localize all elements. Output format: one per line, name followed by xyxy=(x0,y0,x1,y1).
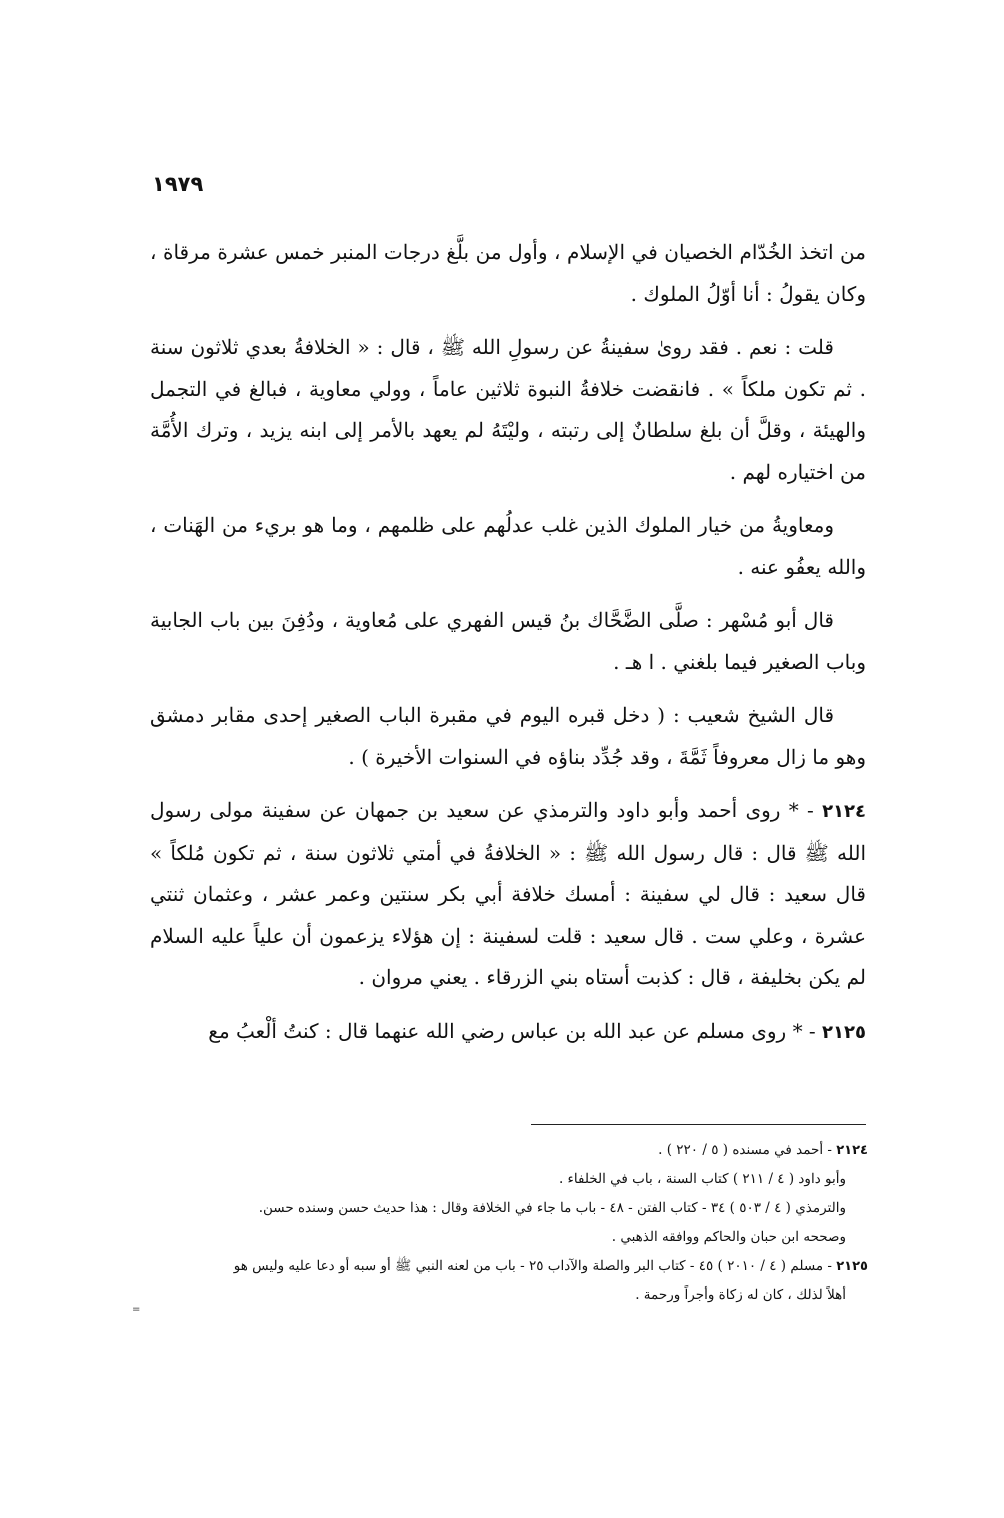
hadith-number: ٢١٢٤ xyxy=(822,801,867,822)
paragraph: قال الشيخ شعيب : ( دخل قبره اليوم في مقبرة الباب الصغير إحدى مقابر دمشق وهو ما زال معروفاً ثَمَّةَ ، وقد جُدِّد بناؤه في السنوات الأخيرة ) . xyxy=(150,703,866,769)
hadith-paragraph xyxy=(150,1011,866,1054)
footnote-number: ٢١٢٤ xyxy=(836,1143,868,1158)
paragraph: قلت : نعم . فقد روىٰ سفينةُ عن رسولِ الله ﷺ ، قال : « الخلافةُ بعدي ثلاثون سنة . ثم تكون ملكاً » . فانقضت خلافةُ النبوة ثلاثين عاماً ، وولي معاوية ، فبالغ في التجمل والهيئة ، وقلَّ أن بلغ سلطانٌ إلى رتبته ، وليْتَهُ لم يعهد بالأمر إلى ابنه يزيد ، وترك الأُمَّة من اختياره لهم . xyxy=(150,335,866,484)
hadith-text: - * روى مسلم عن عبد الله بن عباس رضي الله عنهما قال : كنتُ ألْعبُ مع xyxy=(208,1018,816,1043)
hadith-number: ٢١٢٥ xyxy=(822,1021,866,1043)
footnote-text: - أحمد في مسنده ( ٥ / ٢٢٠ ) . xyxy=(658,1142,832,1158)
continuation-mark: = xyxy=(132,1304,141,1315)
footnote xyxy=(146,1194,868,1223)
paragraph: قال أبو مُسْهر : صلَّى الضَّحَّاك بنُ قيس الفهري على مُعاوية ، ودُفِنَ بين باب الجابية وباب الصغير فيما بلغني . ا هـ . xyxy=(150,608,866,674)
main-text xyxy=(150,232,866,1065)
hadith-paragraph xyxy=(150,790,866,999)
footnote-text: وصححه ابن حبان والحاكم ووافقه الذهبي . xyxy=(611,1229,846,1245)
hadith-text: - * روى أحمد وأبو داود والترمذي عن سعيد بن جمهان عن سفينة مولى رسول الله ﷺ قال : قال رسول الله ﷺ : « الخلافةُ في أمتي ثلاثون سنة ، ثم تكون مُلكاً » قال سعيد : قال لي سفينة : أمسك خلافة أبي بكر سنتين وعمر عشر ، وعثمان ثنتي عشرة ، وعلي ست . قال سعيد : قلت لسفينة : إن هؤلاء يزعمون أن علياً عليه السلام لم يكن بخليفة ، قال : كذبت أستاه بني الزرقاء . يعني مروان . xyxy=(150,798,866,989)
footnote xyxy=(146,1136,868,1165)
footnote-divider xyxy=(531,1124,866,1125)
footnotes xyxy=(146,1136,868,1310)
footnote-text: والترمذي ( ٤ / ٥٠٣ ) ٣٤ - كتاب الفتن - ٤٨ - باب ما جاء في الخلافة وقال : هذا حديث حسن وسنده حسن. xyxy=(258,1200,846,1216)
footnote xyxy=(146,1165,868,1194)
footnote-text: وأبو داود ( ٤ / ٢١١ ) كتاب السنة ، باب في الخلفاء . xyxy=(558,1171,846,1187)
page-number: ١٩٧٩ xyxy=(152,172,204,196)
footnote-number: ٢١٢٥ xyxy=(836,1259,868,1274)
footnote xyxy=(146,1252,868,1281)
footnote-text: أهلاً لذلك ، كان له زكاة وأجراً ورحمة . xyxy=(635,1287,846,1303)
footnote xyxy=(146,1281,868,1310)
footnote xyxy=(146,1223,868,1252)
paragraph: من اتخذ الخُدّام الخصيان في الإسلام ، وأول من بلَّغ درجات المنبر خمس عشرة مرقاة ، وكان يقولُ : أنا أوّلُ الملوك . xyxy=(150,240,866,306)
footnote-text: - مسلم ( ٤ / ٢٠١٠ ) ٤٥ - كتاب البر والصلة والآداب ٢٥ - باب من لعنه النبي ﷺ أو سبه أو دعا عليه وليس هو xyxy=(233,1258,832,1274)
paragraph: ومعاويةُ من خيار الملوك الذين غلب عدلُهم على ظلمهم ، وما هو بريء من الهَنات ، والله يعفُو عنه . xyxy=(150,513,866,579)
